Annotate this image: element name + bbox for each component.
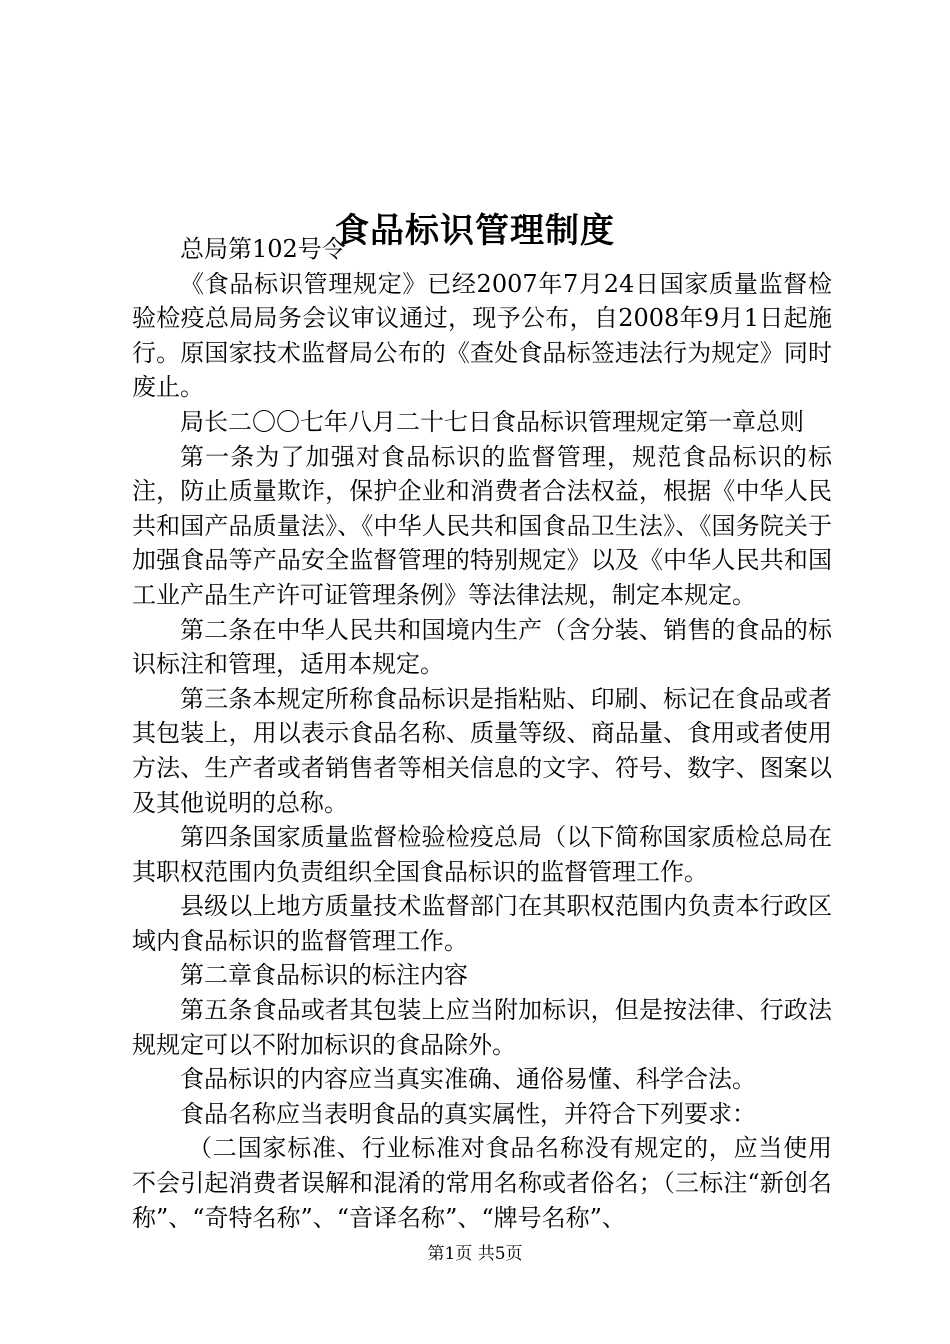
paragraph-name-requirements: （二国家标准、行业标准对食品名称没有规定的，应当使用不会引起消费者误解和混淆的常用名称或者俗名；（三标注“新创名称”、“奇特名称”、“音译名称”、“牌号名称”、 <box>132 1134 832 1232</box>
paragraph-label-content: 食品标识的内容应当真实准确、通俗易懂、科学合法。 <box>180 1065 756 1094</box>
paragraph-article-2: 第二条在中华人民共和国境内生产（含分装、销售的食品的标识标注和管理，适用本规定。 <box>132 615 832 679</box>
paragraph-announcement: 《食品标识管理规定》已经2007年7月24日国家质量监督检验检疫总局局务会议审议通过，现予公布，自2008年9月1日起施行。原国家技术监督局公布的《查处食品标签违法行为规定》同时废止。 <box>132 269 832 402</box>
paragraph-food-name: 食品名称应当表明食品的真实属性，并符合下列要求： <box>180 1099 756 1128</box>
page-footer: 第1页 共5页 <box>427 1244 523 1264</box>
document-title: 食品标识管理制度 <box>335 210 615 251</box>
paragraph-signature-chapter-one: 局长二〇〇七年八月二十七日食品标识管理规定第一章总则 <box>180 407 804 436</box>
paragraph-article-1: 第一条为了加强对食品标识的监督管理，规范食品标识的标注，防止质量欺诈，保护企业和消费者合法权益，根据《中华人民共和国产品质量法》、《中华人民共和国食品卫生法》、《国务院关于加强食品等产品安全监督管理的特别规定》以及《中华人民共和国工业产品生产许可证管理条例》等法律法规，制定本规定。 <box>132 442 832 609</box>
paragraph-article-3: 第三条本规定所称食品标识是指粘贴、印刷、标记在食品或者其包装上，用以表示食品名称、质量等级、商品量、食用或者使用方法、生产者或者销售者等相关信息的文字、符号、数字、图案以及其他说明的总称。 <box>132 684 832 817</box>
paragraph-article-5: 第五条食品或者其包装上应当附加标识，但是按法律、行政法规规定可以不附加标识的食品除外。 <box>132 996 832 1059</box>
paragraph-article-4: 第四条国家质量监督检验检疫总局（以下简称国家质检总局在其职权范围内负责组织全国食品标识的监督管理工作。 <box>132 823 832 886</box>
paragraph-local-supervision: 县级以上地方质量技术监督部门在其职权范围内负责本行政区域内食品标识的监督管理工作。 <box>132 892 832 955</box>
document-body <box>132 232 832 1235</box>
paragraph-decree-number: 总局第102号令 <box>180 235 346 263</box>
heading-chapter-two: 第二章食品标识的标注内容 <box>180 961 468 990</box>
